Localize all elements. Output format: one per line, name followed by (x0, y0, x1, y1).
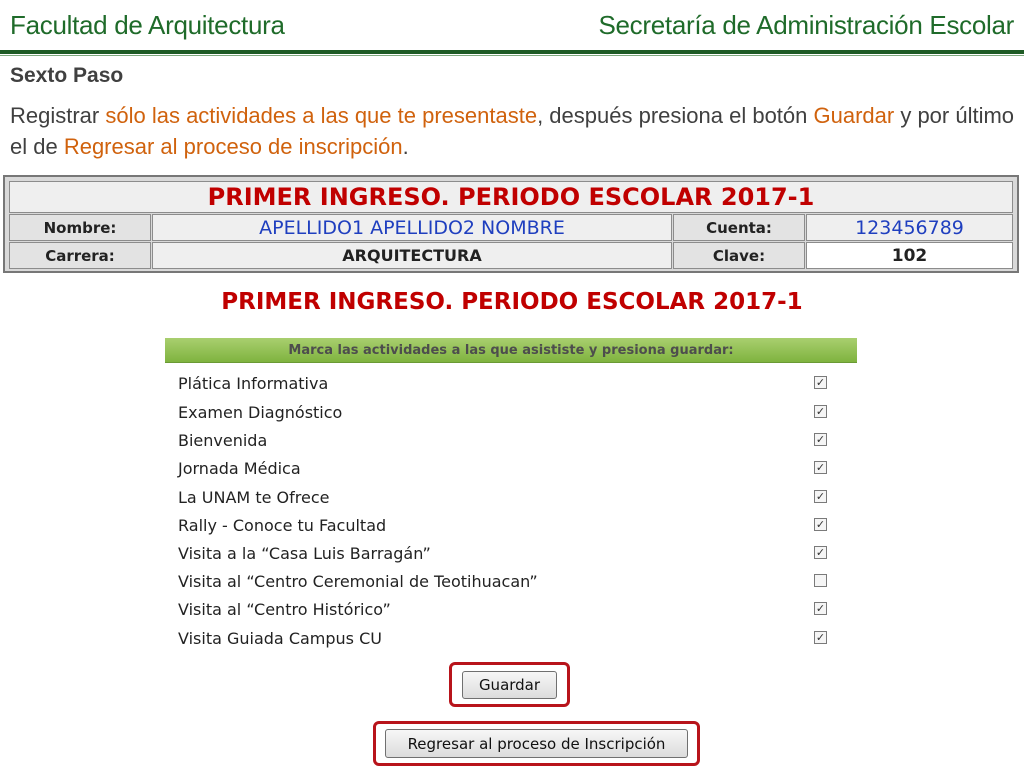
activity-checkbox[interactable]: ✓ (815, 518, 826, 531)
activity-label: La UNAM te Ofrece (178, 488, 330, 507)
activity-row (0, 455, 1024, 483)
activity-row (0, 427, 1024, 455)
form-title: PRIMER INGRESO. PERIODO ESCOLAR 2017-1 (221, 289, 803, 315)
activity-label: Visita Guiada Campus CU (178, 629, 382, 648)
cuenta-value: 123456789 (806, 214, 1013, 241)
department-title: Secretaría de Administración Escolar (598, 10, 1014, 40)
activity-label: Rally - Conoce tu Facultad (178, 516, 387, 535)
activity-label: Plática Informativa (178, 374, 329, 393)
slide-header (0, 0, 1024, 50)
instruction-text: Registrar (10, 103, 106, 128)
back-to-enrollment-button[interactable]: Regresar al proceso de Inscripción (385, 729, 688, 758)
activity-label: Visita a la “Casa Luis Barragán” (178, 544, 431, 563)
activity-checkbox[interactable]: ✓ (815, 602, 826, 615)
step-instructions (10, 100, 1016, 162)
instruction-highlight: sólo las actividades a las que te presentaste (105, 103, 538, 128)
activity-checkbox[interactable]: ✓ (815, 631, 826, 644)
activity-label: Visita al “Centro Histórico” (178, 600, 391, 619)
activity-row (0, 596, 1024, 624)
header-divider (0, 50, 1024, 54)
instruction-text: . (402, 134, 409, 159)
cuenta-label: Cuenta: (673, 214, 805, 241)
save-button[interactable]: Guardar (462, 671, 557, 699)
activity-label: Examen Diagnóstico (178, 403, 343, 422)
activity-row (0, 512, 1024, 540)
activity-checkbox[interactable]: ✓ (815, 546, 826, 559)
info-table-title: PRIMER INGRESO. PERIODO ESCOLAR 2017-1 (9, 181, 1013, 213)
activity-checkbox[interactable]: ✓ (815, 490, 826, 503)
activity-row (0, 399, 1024, 427)
instruction-highlight: Regresar al proceso de inscripción (63, 134, 403, 159)
clave-value: 102 (806, 242, 1013, 269)
faculty-title: Facultad de Arquitectura (10, 10, 285, 40)
activity-row (0, 625, 1024, 653)
activity-checkbox[interactable]: ✓ (815, 405, 826, 418)
activity-checkbox[interactable]: ✓ (815, 376, 826, 389)
activity-label: Jornada Médica (178, 459, 301, 478)
step-title: Sexto Paso (10, 64, 124, 87)
activities-instruction-bar: Marca las actividades a las que asististe y presiona guardar: (165, 338, 857, 363)
activity-row (0, 484, 1024, 512)
carrera-value: ARQUITECTURA (152, 242, 672, 269)
activity-row (0, 568, 1024, 596)
clave-label: Clave: (673, 242, 805, 269)
instruction-highlight: Guardar (813, 103, 895, 128)
carrera-label: Carrera: (9, 242, 151, 269)
activity-checkbox[interactable]: ✓ (815, 433, 826, 446)
activity-checkbox[interactable] (814, 574, 827, 587)
nombre-value: APELLIDO1 APELLIDO2 NOMBRE (152, 214, 672, 241)
activity-row (0, 370, 1024, 398)
student-info-table (3, 175, 1019, 273)
nombre-label: Nombre: (9, 214, 151, 241)
header-divider-thin (0, 55, 1024, 56)
activity-checkbox[interactable]: ✓ (815, 461, 826, 474)
activity-label: Bienvenida (178, 431, 268, 450)
activity-row (0, 540, 1024, 568)
activity-label: Visita al “Centro Ceremonial de Teotihuacan” (178, 572, 538, 591)
instruction-text: y por último el de (10, 103, 1015, 159)
instruction-text: , después presiona el botón (537, 103, 814, 128)
